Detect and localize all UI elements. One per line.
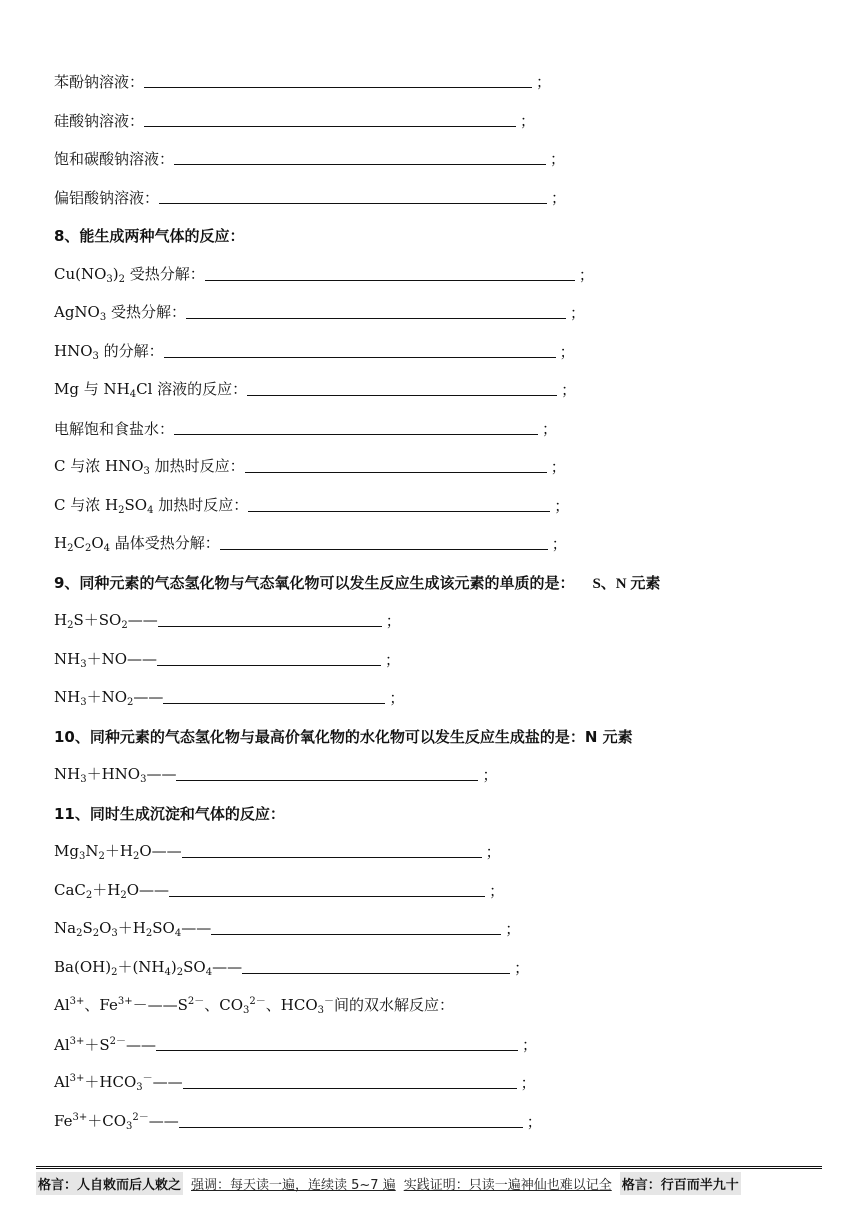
answer-blank[interactable] [176,779,478,781]
line-label: $NH_3+NO_2——$ [54,688,164,708]
line-label: AgNO$_3$ 受热分解： [54,303,187,323]
line-label: C 与浓 $HNO_3$ 加热时反应： [54,457,245,477]
answer-blank[interactable] [163,702,385,704]
semicolon: ； [385,651,401,669]
semicolon: ； [385,612,401,630]
section-heading-10 [54,723,633,747]
footer-motto-left: 格言：人自敕而后人敕之 [36,1172,183,1195]
answer-blank[interactable] [205,279,575,281]
semicolon: ； [542,420,558,438]
line-cu-nitrate [54,261,594,285]
line-label: $H_2S+SO_2——$ [54,611,158,631]
footer-note-emphasis: 强调：每天读一遍，连续读 5~7 遍 [191,1177,396,1193]
answer-blank[interactable] [144,125,516,127]
answer-blank[interactable] [220,548,548,550]
heading-text: 8、能生成两种气体的反应： [54,227,245,245]
answer-blank[interactable] [158,625,382,627]
answer-blank[interactable] [186,317,566,319]
section-heading-8 [54,222,244,246]
semicolon: ； [559,343,575,361]
section-heading-11 [54,800,285,824]
answer-blank[interactable] [242,972,510,974]
semicolon: ； [520,112,536,130]
line-sodium-metaaluminate [54,184,566,208]
semicolon: ； [485,843,501,861]
answer-blank[interactable] [144,86,532,88]
line-label: $Al^{3+}+S^{2-}——$ [54,1036,157,1054]
line-label: $Al^{3+}$、$Fe^{3+}-——S^{2-}$、$CO_3^{2-}$、$HCO_3^-$间的双水解反应： [54,996,455,1016]
answer-blank[interactable] [157,664,381,666]
line-label: 苯酚钠溶液： [54,73,145,91]
answer-blank[interactable] [174,433,538,435]
line-label: $NH_3+HNO_3——$ [54,765,177,785]
heading-text: 10、同种元素的气态氢化物与最高价氧化物的水化物可以发生反应生成盐的是：N 元素 [54,728,633,746]
answer-blank[interactable] [183,1087,517,1089]
answer-blank[interactable] [247,394,557,396]
heading-tail: S、N 元素 [592,576,661,592]
answer-blank[interactable] [169,895,485,897]
semicolon: ； [570,304,586,322]
semicolon: ； [514,959,530,977]
heading-text: 11、同时生成沉淀和气体的反应： [54,805,285,823]
semicolon: ； [505,920,521,938]
line-label: $Ba(OH)_2+(NH_4)_2SO_4——$ [54,958,243,978]
answer-blank[interactable] [182,856,482,858]
line-label: $HNO_3$ 的分解： [54,342,164,362]
line-label: 电解饱和食盐水： [54,420,175,438]
answer-blank[interactable] [179,1126,523,1128]
line-h2s-so2 [54,607,401,631]
line-ag-nitrate [54,299,585,323]
line-c-hno3 [54,453,566,477]
answer-blank[interactable] [159,202,547,204]
answer-blank[interactable] [174,163,546,165]
semicolon: ； [551,535,567,553]
semicolon: ； [520,1074,536,1092]
semicolon: ； [551,189,567,207]
line-nh3-no2 [54,684,404,708]
line-label: $Cu(NO_3)_2$ 受热分解： [54,265,205,285]
line-nh3-hno3 [54,761,498,785]
semicolon: ； [482,766,498,784]
line-label: C 与浓 $H_2SO_4$ 加热时反应： [54,496,249,516]
line-al-s [54,1031,537,1055]
line-oxalic-acid [54,530,567,554]
line-sodium-silicate [54,107,535,131]
answer-blank[interactable] [156,1049,518,1051]
semicolon: ； [550,458,566,476]
footer-note-proof: 实践证明：只读一遍神仙也难以记全 [403,1177,612,1193]
semicolon: ； [522,1036,538,1054]
semicolon: ； [554,497,570,515]
line-cac2-h2o [54,877,504,901]
footer-motto-right: 格言：行百而半九十 [620,1172,741,1195]
line-baoh2-nh4so4 [54,954,529,978]
line-label: 饱和碳酸钠溶液： [54,150,175,168]
semicolon: ； [489,882,505,900]
line-label: $Na_2S_2O_3+H_2SO_4——$ [54,919,212,939]
semicolon: ； [536,73,552,91]
answer-blank[interactable] [245,471,547,473]
line-double-hydrolysis-intro [54,992,454,1016]
semicolon: ； [389,689,405,707]
heading-text: 9、同种元素的气态氢化物与气态氧化物可以发生反应生成该元素的单质的是： [54,574,575,592]
line-label: $H_2C_2O_4$ 晶体受热分解： [54,534,220,554]
semicolon: ； [550,150,566,168]
line-phenol-sodium [54,68,551,92]
line-label: $CaC_2+H_2O——$ [54,881,170,901]
line-label: 硅酸钠溶液： [54,112,145,130]
answer-blank[interactable] [248,510,550,512]
answer-blank[interactable] [164,356,556,358]
line-thiosulfate [54,915,520,939]
line-label: $Fe^{3+}+CO_3^{2-}——$ [54,1112,179,1132]
line-c-h2so4 [54,492,569,516]
line-sodium-carbonate [54,145,565,169]
line-mg-nh4cl [54,376,576,400]
line-nitric-acid [54,338,575,362]
line-label: $NH_3+NO——$ [54,650,158,670]
line-nh3-no [54,646,400,670]
line-label: 偏铝酸钠溶液： [54,189,160,207]
line-mg3n2-h2o [54,838,501,862]
line-al-hco3 [54,1069,536,1093]
section-heading-9 [54,569,660,593]
line-fe-co3 [54,1108,542,1132]
semicolon: ； [526,1113,542,1131]
semicolon: ； [561,381,577,399]
line-label: Mg 与 $NH_4Cl$ 溶液的反应： [54,380,248,400]
line-electrolysis [54,415,557,439]
answer-blank[interactable] [211,933,501,935]
line-label: $Al^{3+}+HCO_3^-——$ [54,1073,183,1093]
line-label: $Mg_3N_2+H_2O——$ [54,842,182,862]
semicolon: ； [578,266,594,284]
page-footer [36,1166,822,1197]
